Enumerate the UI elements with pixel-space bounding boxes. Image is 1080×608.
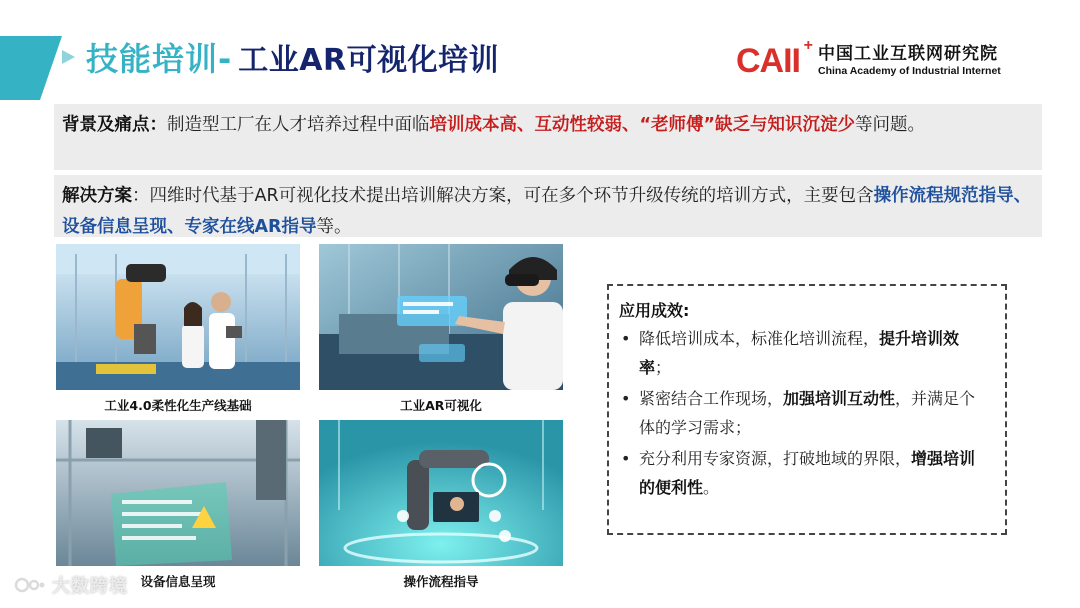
background-label: 背景及痛点： [62, 115, 167, 135]
effect-text: 降低培训成本，标准化培训流程， [639, 329, 880, 348]
logo-plus: + [803, 37, 812, 54]
photo-operation-guidance [319, 420, 563, 566]
chevron-right-icon [58, 47, 78, 67]
effect-bold: 提升培训效率 [639, 329, 960, 377]
solution-text: ：四维时代基于AR可视化技术提出培训解决方案，可在多个环节升级传统的培训方式，主要包含 [132, 186, 874, 206]
effect-item [619, 444, 991, 502]
logo-mark [736, 37, 812, 80]
photo-equipment-info [56, 420, 300, 566]
title-sub: 工业AR可视化培训 [238, 43, 500, 78]
logo-mark-text: CAII [736, 42, 800, 80]
photo-ar-visualization [319, 244, 563, 390]
effect-text-end: 。 [703, 478, 720, 497]
effect-text: 紧密结合工作现场， [639, 389, 784, 408]
corner-accent-bar [0, 36, 62, 100]
solution-label: 解决方案 [62, 186, 132, 206]
logo-text [818, 45, 1001, 77]
watermark-logo-icon [14, 574, 46, 596]
photo-production-line [56, 244, 300, 390]
effect-bold: 增强培训的便利性 [639, 449, 976, 497]
caption-equipment-info: 设备信息呈现 [140, 574, 216, 589]
effect-text-end: ，并满足个体的学习需求； [639, 389, 976, 437]
solution-box [54, 175, 1042, 237]
background-text-end: 等问题。 [855, 115, 926, 135]
logo-english-name: China Academy of Industrial Internet [818, 64, 1001, 77]
title-main: 技能培训- [86, 40, 233, 78]
effect-item [619, 324, 991, 382]
effect-bold: 加强培训互动性 [783, 389, 896, 408]
effect-text: 充分利用专家资源，打破地域的界限， [639, 449, 912, 468]
application-effects-box [607, 284, 1007, 535]
solution-text-end: 等。 [316, 217, 352, 237]
effect-item [619, 384, 991, 442]
background-highlight: 培训成本高、互动性较弱、“老师傅”缺乏与知识沉淀少 [429, 115, 856, 135]
logo-chinese-name: 中国工业互联网研究院 [818, 43, 998, 64]
effects-list [619, 324, 991, 502]
watermark-text: 大数跨境 [52, 576, 128, 597]
effects-title: 应用成效: [619, 301, 690, 320]
solution-highlight: 操作流程规范指导、设备信息呈现、专家在线AR指导 [62, 186, 1032, 237]
slide-title [58, 32, 499, 82]
caption-ar-visualization: 工业AR可视化 [400, 398, 482, 413]
effect-text-end: ； [655, 358, 672, 377]
caption-operation-guidance: 操作流程指导 [403, 574, 479, 589]
watermark [14, 572, 128, 598]
caii-logo [736, 37, 1001, 80]
background-text: 制造型工厂在人才培养过程中面临 [167, 115, 430, 135]
caption-production-line: 工业4.0柔性化生产线基础 [104, 398, 252, 413]
background-painpoints-box [54, 104, 1042, 170]
